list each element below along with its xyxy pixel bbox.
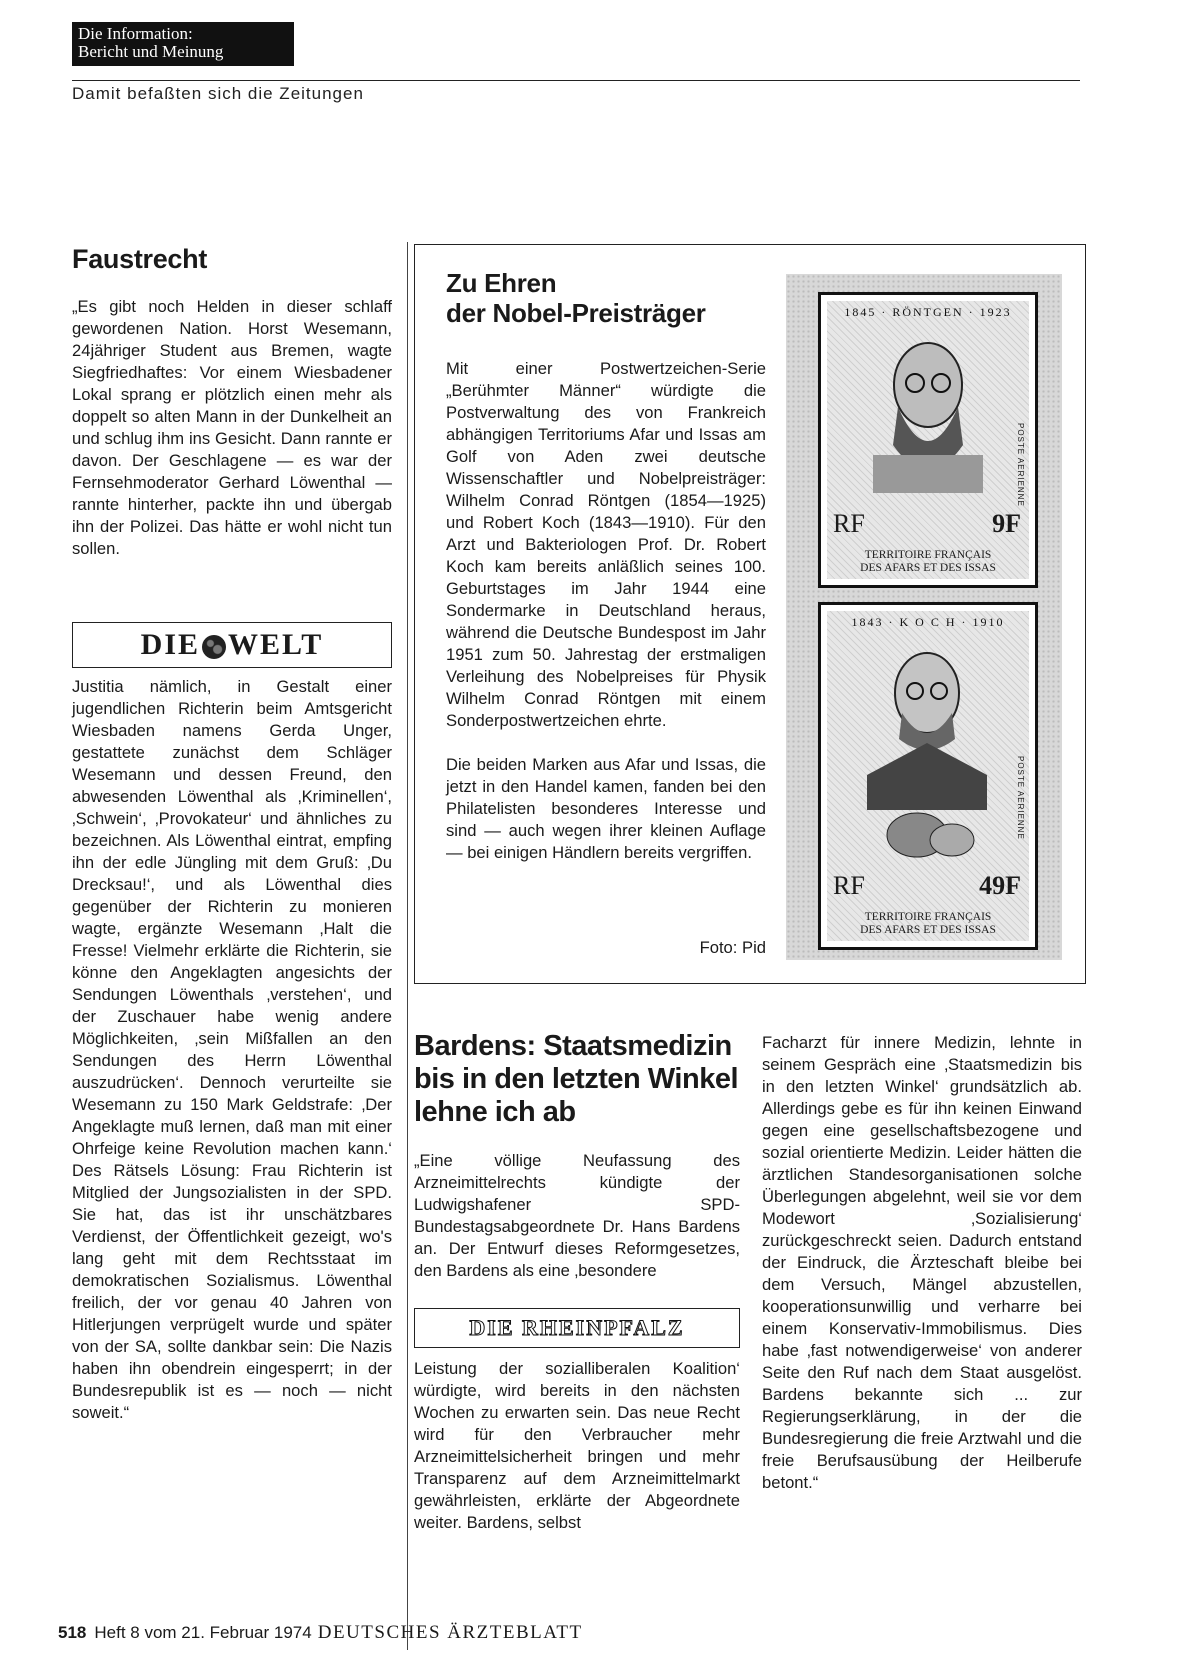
stamp-photo <box>786 274 1062 960</box>
page-footer <box>58 1622 583 1644</box>
logo-text: WELT <box>228 628 324 661</box>
header-rule <box>72 80 1080 81</box>
stamp-territory <box>827 549 1029 575</box>
section-kicker <box>72 22 294 66</box>
article-nobel-body <box>446 358 766 864</box>
article-paragraph: Leistung der sozialliberalen Koalition‘ würdigte, wird bereits in den nächsten Wochen zu erwarten sein. Das neue Recht wird für den Verbraucher mehr Arzneimittelsicherheit bringen und mehr Transparenz auf dem Arzneimittelmarkt gewährleisten, erklärte der Abgeordnete weiter. Bardens, selbst <box>414 1359 740 1532</box>
stamp-value: 49F <box>979 871 1021 900</box>
stamp-rf: RF <box>833 871 865 900</box>
stamp-side-text: POSTE AERIENNE <box>1016 423 1025 508</box>
article-bardens-body-1 <box>414 1150 740 1282</box>
article-paragraph: Facharzt für innere Medizin, lehnte in seinem Gespräch eine ‚Staatsmedizin bis in den letzten Winkel‘ grundsätzlich ab. Allerdings gebe es für ihn keinen Einwand gegen eine gesellschaftsbezogene und sozial orientierte Medizin. Leider hätten die ärztlichen Standesorganisationen solche Überlegungen abgelehnt, weil sie vor dem Modewort ‚Sozialisierung‘ zurückgeschreckt seien. Dadurch entstand der Eindruck, die Ärzteschaft bleibe bei dem Versuch, Mängel abzustellen, kooperationsunwillig und verharre bei einem Konservativ-Immobilismus. Dies habe ‚fast notwendigerweise‘ von anderer Seite den Ruf nach dem Staat ausgelöst. Bardens bekannte sich ... zur Regierungserklärung, in der die Bundesregierung die freie Arztwahl und die freie Berufsausübung der Heilberufe betont.“ <box>762 1033 1082 1492</box>
page-subtitle: Damit befaßten sich die Zeitungen <box>72 84 364 103</box>
stamp-territory-line-1: TERRITOIRE FRANÇAIS <box>864 911 992 923</box>
stamp-territory-line-1: TERRITOIRE FRANÇAIS <box>864 549 992 561</box>
article-paragraph: Justitia nämlich, in Gestalt einer jugendlichen Richterin beim Amtsgericht Wiesbaden namens Gerda Unger, gestattete zunächst dem Schläger Wesemann und dessen Freund, den abwesenden Löwenthal als ‚Kriminellen‘, ‚Schwein‘, ‚Provokateur‘ und ähnliches zu bezeichnen. Als Löwenthal eintrat, empfing ihn der edle Jüngling mit dem Gruß: ‚Du Drecksau!‘, und als Löwenthal dies gegenüber der Richterin zu monieren wagte, ergänzte Wesemann ‚Halt die Fresse! Vielmehr erklärte die Richterin, sie könne den Angeklagten angesichts der Sendungen Löwenthals ‚verstehen‘, und der Zuschauer habe wenig andere Möglichkeiten, ‚sein Mißfallen an den Sendungen des Herrn Löwenthal auszudrücken‘. Dennoch verurteilte sie Wesemann zu 150 Mark Geldstrafe: ‚Der Angeklagte muß lernen, daß man mit einer Ohrfeige keine Revolution machen kann.‘ Des Rätsels Lösung: Frau Richterin ist Mitglied der Jungsozialisten in der SPD. Sie hat, das ist ihr unschätzbares Verdienst, der Öffentlichkeit gezeigt, wo's lang geht mit dem Rechtsstaat im demokratischen Sozialismus. Löwenthal freilich, der vor genau 40 Jahren von Hitlerjungen verprügelt wurde und später von der SA, sollte dankbar sein: Die Nazis haben ihn obendrein eingesperrt; in der Bundesrepublik ist es — noch — nicht soweit.“ <box>72 677 392 1422</box>
article-nobel-heading <box>446 268 776 328</box>
article-title-line-2: der Nobel-Preisträger <box>446 298 706 328</box>
stamp-title: 1845 · RÖNTGEN · 1923 <box>844 305 1012 319</box>
article-bardens-body-3 <box>762 1032 1082 1494</box>
stamp-koch <box>818 602 1038 950</box>
article-faustrecht-continued <box>72 676 392 1424</box>
article-faustrecht <box>72 244 392 560</box>
article-paragraph: „Eine völlige Neufassung des Arzneimittelrechts kündigte der Ludwigshafener SPD-Bundestagsabgeordnete Dr. Hans Bardens an. Der Entwurf dieses Reformgesetzes, den Bardens als eine ‚besondere <box>414 1151 740 1280</box>
stamp-territory-line-2: DES AFARS ET DES ISSAS <box>860 924 996 936</box>
column-divider <box>407 242 408 1650</box>
issue-info: Heft 8 vom 21. Februar 1974 <box>94 1623 312 1642</box>
portrait-illustration <box>857 635 997 865</box>
portrait-illustration <box>863 325 993 495</box>
article-title-line-1: Zu Ehren <box>446 268 557 298</box>
source-logo-die-rheinpfalz: DIE RHEINPFALZ <box>414 1308 740 1348</box>
article-title: Bardens: Staatsmedizin bis in den letzten Winkel lehne ich ab <box>414 1030 739 1128</box>
stamp-side-text: POSTE AERIENNE <box>1016 756 1025 840</box>
article-paragraph: Mit einer Postwertzeichen-Serie „Berühmter Männer“ würdigte die Postverwaltung des von Frankreich abhängigen Territoriums Afar und Issas am Golf von Aden zwei deutsche Wissenschaftler und Nobelpreisträger: Wilhelm Conrad Röntgen (1854—1925) und Robert Koch (1843—1910). Für den Arzt und Bakteriologen Prof. Dr. Robert Koch kam bereits anläßlich seines 100. Geburtstages im Jahr 1944 eine Sondermarke in Deutschland heraus, während die Deutsche Bundespost im Jahr 1951 zum 50. Jahrestag der erstmaligen Verleihung des Nobelpreises für Physik Wilhelm Conrad Röntgen mit einem Sonderpostwertzeichen ehrte. <box>446 359 766 730</box>
journal-name: DEUTSCHES ÄRZTEBLATT <box>317 1622 583 1643</box>
globe-icon <box>202 635 226 659</box>
stamp-rf: RF <box>833 509 865 538</box>
article-bardens-body-2 <box>414 1358 740 1534</box>
stamp-territory <box>827 911 1029 937</box>
stamp-value: 9F <box>992 509 1021 538</box>
kicker-line-2: Bericht und Meinung <box>78 42 224 61</box>
photo-credit: Foto: Pid <box>699 938 766 957</box>
source-logo-die-welt <box>72 622 392 668</box>
stamp-territory-line-2: DES AFARS ET DES ISSAS <box>860 562 996 574</box>
kicker-line-1: Die Information: <box>78 24 193 43</box>
article-paragraph: Die beiden Marken aus Afar und Issas, die jetzt in den Handel kamen, fanden bei den Philatelisten besonderes Interesse und sind — auch wegen ihrer kleinen Auflage — bei einigen Händlern bereits vergriffen. <box>446 755 766 862</box>
stamp-title: 1843 · K O C H · 1910 <box>851 615 1005 629</box>
logo-text: DIE <box>140 628 201 661</box>
page-number: 518 <box>58 1623 87 1642</box>
stamp-roentgen <box>818 292 1038 588</box>
article-paragraph: „Es gibt noch Helden in dieser schlaff gewordenen Nation. Horst Wesemann, 24jähriger Student aus Bremen, wagte Siegfriedhaftes: Vor einem Wiesbadener Lokal sprang er plötzlich einen mehr als doppelt so alten Mann in der Dunkelheit an und schlug ihm ins Gesicht. Dann rannte er davon. Der Geschlagene — es war der Fernsehmoderator Gerhard Löwenthal — rannte hinterher, packte ihn und übergab ihn der Polizei. Das hätte er wohl nicht tun sollen. <box>72 297 392 558</box>
article-title: Faustrecht <box>72 244 208 274</box>
